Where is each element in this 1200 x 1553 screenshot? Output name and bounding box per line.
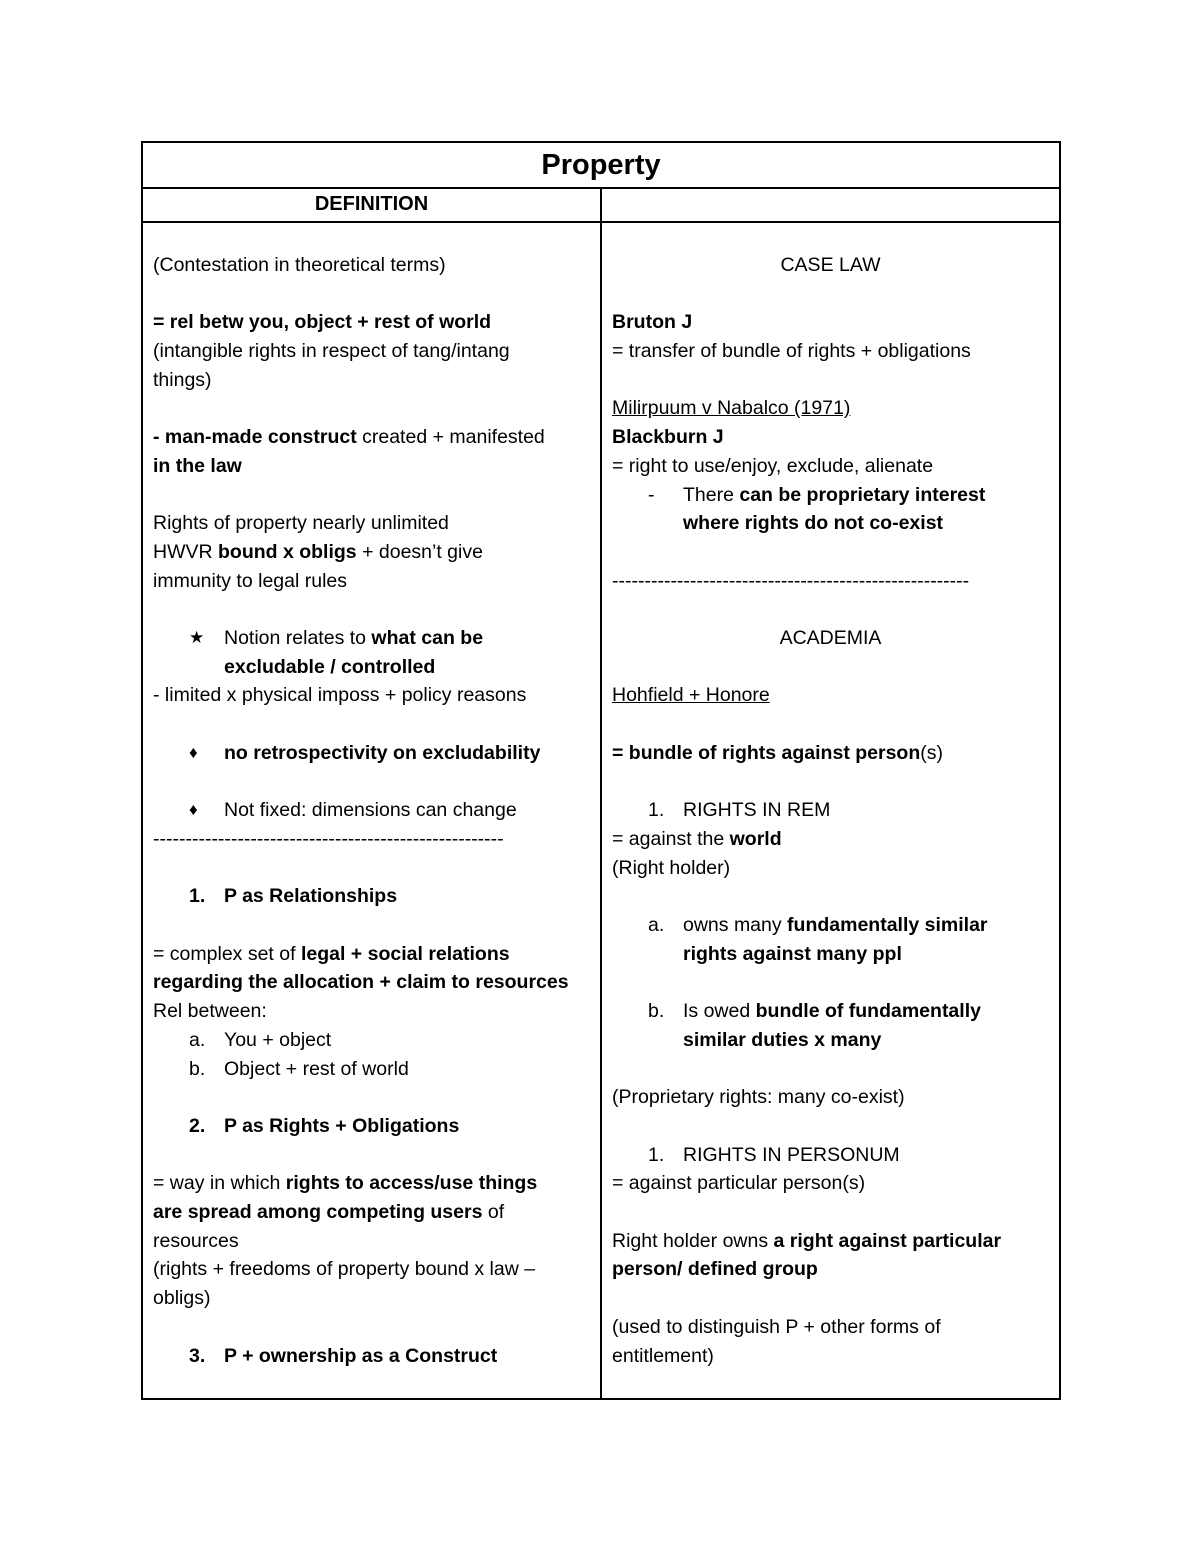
hohfield-text: Hohfield + Honore — [612, 684, 770, 707]
proprietary-text: (Proprietary rights: many co-exist) — [612, 1086, 905, 1109]
used-text-1: (used to distinguish P + other forms of — [612, 1315, 941, 1338]
rights-against-text: rights against many ppl — [683, 942, 902, 965]
case-law-heading: CASE LAW — [780, 254, 881, 276]
way-text — [153, 1169, 592, 1198]
right-header — [602, 187, 1059, 221]
rights-unlimited-text: Rights of property nearly unlimited — [153, 512, 449, 535]
complex-b: legal + social relations — [300, 942, 510, 965]
manmade-rest: created + manifested — [356, 426, 545, 449]
no-retro-text: no retrospectivity on excludability — [224, 741, 541, 764]
p-rights-heading — [153, 1112, 592, 1141]
p-ownership-text: P + ownership as a Construct — [224, 1344, 498, 1367]
p-relationships-heading — [153, 882, 592, 911]
bruton-text: Bruton J — [612, 311, 693, 334]
rights-in-rem-heading — [612, 796, 1049, 825]
table-title: Property — [143, 143, 1059, 189]
p-relationships-text: P as Relationships — [224, 885, 398, 908]
holder-b: a right against particular — [773, 1229, 1002, 1252]
against-b: world — [729, 827, 782, 850]
bundle-b: (s) — [920, 741, 943, 764]
hwvr-text — [153, 538, 592, 567]
owns-item — [612, 911, 1049, 940]
owed-a: Is owed — [683, 1000, 756, 1023]
list-letter: b. — [648, 1000, 665, 1023]
list-letter: a. — [189, 1028, 206, 1051]
rel-betw-text: = rel betw you, object + rest of world — [153, 311, 492, 334]
notion-b: what can be — [371, 627, 484, 650]
p-ownership-heading — [153, 1342, 592, 1371]
object-world-item — [153, 1055, 592, 1084]
rights-in-personum-heading — [612, 1141, 1049, 1170]
milirpuum-case: Milirpuum v Nabalco (1971) — [612, 397, 851, 420]
complex-text — [153, 940, 592, 969]
where-rights-text: where rights do not co-exist — [683, 512, 944, 535]
rights-in-personum-text: RIGHTS IN PERSONUM — [683, 1143, 900, 1166]
not-fixed-text: Not fixed: dimensions can change — [224, 799, 517, 822]
dash-bullet: - — [648, 483, 655, 506]
manmade-text — [153, 423, 592, 452]
hwvr-a: HWVR — [153, 540, 218, 563]
similar-duties-text: similar duties x many — [683, 1028, 882, 1051]
list-number: 1. — [648, 1143, 665, 1166]
limited-text: - limited x physical imposs + policy reasons — [153, 684, 527, 707]
no-retro-bullet — [153, 739, 592, 768]
list-number: 3. — [189, 1344, 206, 1367]
owed-b: bundle of fundamentally — [755, 1000, 981, 1023]
definition-header: DEFINITION — [314, 192, 429, 215]
transfer-text: = transfer of bundle of rights + obligations — [612, 340, 971, 363]
regarding-text: regarding the allocation + claim to resources — [153, 971, 569, 994]
left-divider: ------------------------------------------------------ — [153, 827, 504, 850]
bundle-text — [612, 739, 1049, 768]
contestation-text: (Contestation in theoretical terms) — [153, 254, 446, 276]
star-icon: ★ — [189, 628, 205, 648]
way-b: rights to access/use things — [285, 1172, 538, 1195]
rel-between-text: Rel between: — [153, 1000, 267, 1023]
manmade-bold: - man-made construct — [153, 426, 357, 449]
intangible-text-2: things) — [153, 368, 212, 391]
academia-heading: ACADEMIA — [779, 627, 882, 650]
list-letter: b. — [189, 1057, 206, 1080]
there-bullet — [612, 481, 1049, 510]
freedoms-text: (rights + freedoms of property bound x law – — [153, 1258, 536, 1281]
definition-column — [143, 221, 600, 1398]
hwvr-c: + doesn’t give — [356, 540, 483, 563]
in-the-law-text: in the law — [153, 454, 242, 477]
there-b: can be proprietary interest — [739, 483, 986, 506]
way-a: = way in which — [153, 1172, 286, 1195]
not-fixed-bullet — [153, 796, 592, 825]
list-number: 2. — [189, 1114, 206, 1137]
notion-bullet — [153, 624, 592, 653]
right-divider: ------------------------------------------------------- — [612, 569, 970, 592]
notion-c: excludable / controlled — [224, 655, 436, 678]
owed-item — [612, 997, 1049, 1026]
list-number: 1. — [189, 885, 206, 908]
p-rights-text: P as Rights + Obligations — [224, 1114, 460, 1137]
list-number: 1. — [648, 799, 665, 822]
intangible-text-1: (intangible rights in respect of tang/intang — [153, 340, 510, 363]
holder-a: Right holder owns — [612, 1229, 774, 1252]
spread-a: are spread among competing users — [153, 1201, 483, 1224]
you-object-item — [153, 1026, 592, 1055]
right-holder-text: (Right holder) — [612, 856, 731, 879]
against-world-text — [612, 825, 1049, 854]
case-law-column — [602, 221, 1059, 1398]
bundle-a: = bundle of rights against person — [612, 741, 921, 764]
immunity-text: immunity to legal rules — [153, 569, 347, 592]
notes-table — [141, 141, 1061, 1400]
right-to-use-text: = right to use/enjoy, exclude, alienate — [612, 454, 934, 477]
against-particular-text: = against particular person(s) — [612, 1172, 866, 1195]
holder-text — [612, 1227, 1049, 1256]
hwvr-b: bound x obligs — [218, 540, 357, 563]
against-a: = against the — [612, 827, 730, 850]
used-text-2: entitlement) — [612, 1344, 714, 1367]
owns-b: fundamentally similar — [787, 914, 988, 937]
owns-a: owns many — [683, 914, 788, 937]
rights-in-rem-text: RIGHTS IN REM — [683, 799, 831, 822]
there-a: There — [683, 483, 740, 506]
list-letter: a. — [648, 914, 665, 937]
resources-text: resources — [153, 1229, 239, 1252]
diamond-icon: ♦ — [189, 742, 198, 762]
person-defined-text: person/ defined group — [612, 1258, 818, 1281]
notion-a: Notion relates to — [224, 627, 372, 650]
object-world-text: Object + rest of world — [224, 1057, 409, 1080]
obligs-text: obligs) — [153, 1287, 211, 1310]
spread-text — [153, 1198, 592, 1227]
complex-a: = complex set of — [153, 942, 301, 965]
blackburn-text: Blackburn J — [612, 426, 724, 449]
you-object-text: You + object — [224, 1028, 332, 1051]
diamond-icon: ♦ — [189, 800, 198, 820]
spread-b: of — [482, 1201, 505, 1224]
